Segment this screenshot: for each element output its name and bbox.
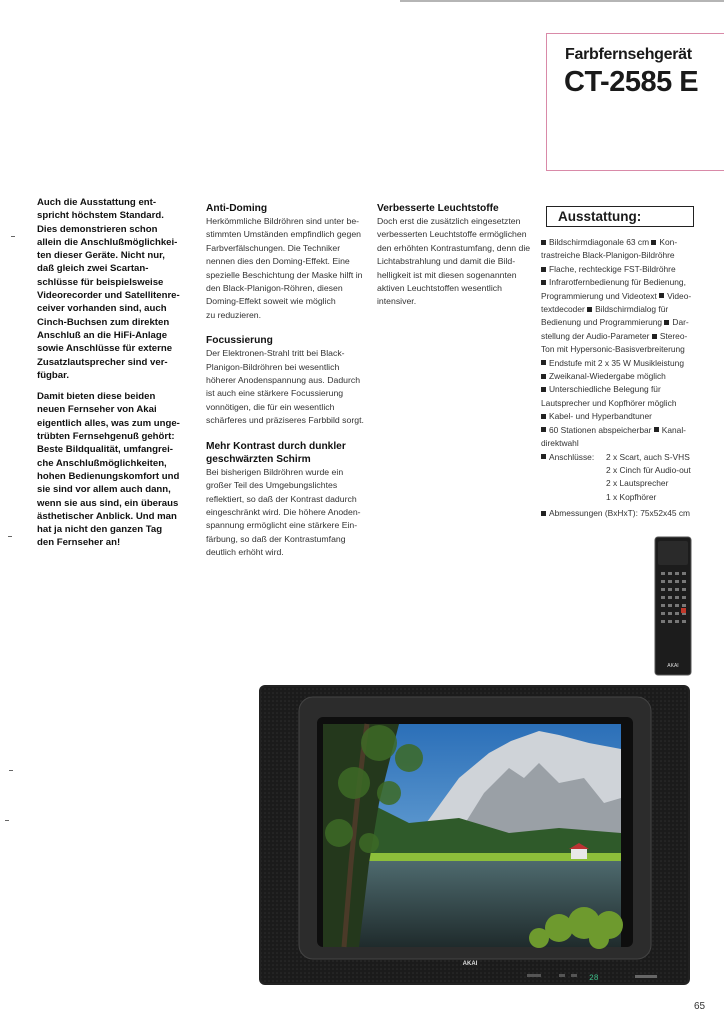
ausstattung-list xyxy=(541,236,691,520)
text-line: verbesserten Leuchtstoffe ermöglichen xyxy=(377,229,527,240)
feature-text: Bedienung und Programmierung xyxy=(541,317,663,328)
feature-text: Bildschirmdialog für xyxy=(595,304,669,315)
page-number: 65 xyxy=(694,1001,706,1012)
bullet-square-icon xyxy=(541,280,546,285)
bullet-square-icon xyxy=(541,387,546,392)
feature-text: trastreiche Black-Planigon-Bildröhre xyxy=(541,250,675,261)
tv-brand-label: AKAI xyxy=(462,961,478,967)
bullet-square-icon xyxy=(587,307,592,312)
section-heading xyxy=(206,440,364,466)
heading-line: Verbesserte Leuchtstoffe xyxy=(377,203,499,214)
text-line: schärferes und präziseres Farbbild sorgt. xyxy=(206,415,364,426)
connection-row xyxy=(541,491,691,504)
text-line: nennen dies den Doming-Effekt. Eine xyxy=(206,256,350,267)
intro-column xyxy=(37,196,180,558)
text-line: den Fernseher an! xyxy=(37,537,121,549)
heading-line: Mehr Kontrast durch dunkler xyxy=(206,440,346,452)
feature-line xyxy=(541,303,691,316)
heading-line: geschwärzten Schirm xyxy=(206,453,311,465)
feature-text: Stereo- xyxy=(659,330,688,341)
text-line: stimmten Umständen empfindlich gegen xyxy=(206,229,362,240)
heading-line: Anti-Doming xyxy=(206,203,268,214)
feature-text: Kanal- xyxy=(661,424,686,435)
feature-line xyxy=(541,437,691,450)
feature-line xyxy=(541,357,691,370)
section-heading xyxy=(206,334,364,347)
feature-text: Dar- xyxy=(672,317,689,328)
text-line: Doming-Effekt soweit wie möglich xyxy=(206,296,336,307)
text-line: Auch die Ausstattung ent- xyxy=(37,197,157,208)
text-line: den erhöhten Kontrastumfang, denn die xyxy=(377,242,531,253)
feature-text: Video- xyxy=(667,290,692,301)
text-line: Zusatzlautsprecher sind ver- xyxy=(37,356,168,368)
text-line: ceiver vorhanden sind, auch xyxy=(37,303,167,315)
text-line: sie sind vor allem auch dann, xyxy=(37,484,171,496)
dimensions-line: Abmessungen (BxHxT): 75x52x45 cm xyxy=(541,507,691,520)
connections-label: Anschlüsse: xyxy=(541,451,594,464)
bullet-square-icon xyxy=(541,454,546,459)
feature-text: Ton mit Hypersonic-Basisverbreiterung xyxy=(541,344,685,355)
feature-text: Kabel- und Hyperbandtuner xyxy=(549,411,652,422)
bullet-square-icon xyxy=(541,360,546,365)
text-line: fügbar. xyxy=(37,369,69,381)
tv-channel-display: 28 xyxy=(589,974,599,983)
connection-value: 2 x Cinch für Audio-out xyxy=(606,464,691,475)
ausstattung-heading: Ausstattung: xyxy=(546,206,694,227)
text-line: Planigon-Bildröhren bei wesentlich xyxy=(206,361,340,372)
feature-line xyxy=(541,383,691,396)
text-line: spannung ermöglicht eine stärkere Ein- xyxy=(206,520,358,531)
feature-text: Zweikanal-Wiedergabe möglich xyxy=(549,371,666,382)
text-line: reflektiert, so daß der Kontrast dadurch xyxy=(206,493,357,504)
feature-line xyxy=(541,330,691,343)
feature-text: Endstufe mit 2 x 35 W Musikleistung xyxy=(549,357,684,368)
text-line: spricht höchstem Standard. xyxy=(37,210,164,222)
section-body xyxy=(206,347,364,427)
title-box xyxy=(546,33,724,171)
section-body xyxy=(377,215,530,309)
feature-text: Lautsprecher und Kopfhörer möglich xyxy=(541,397,677,408)
feature-line xyxy=(541,424,691,437)
feature-line xyxy=(541,290,691,303)
connection-row xyxy=(541,477,691,490)
text-line: wenn sie aus sind, ein überaus xyxy=(37,497,179,509)
bullet-square-icon xyxy=(652,334,657,339)
feature-text: stellung der Audio-Parameter xyxy=(541,330,650,341)
text-line: Damit bieten diese beiden xyxy=(37,391,156,403)
text-line: trübten Fernsehgenuß gehört: xyxy=(37,431,175,443)
bullet-square-icon xyxy=(659,293,664,298)
text-line: hohen Bedienungskomfort und xyxy=(37,470,180,482)
bullet-square-icon xyxy=(541,374,546,379)
text-line: schlüsse für beispielsweise xyxy=(37,276,164,288)
bullet-square-icon xyxy=(541,427,546,432)
text-line: hat ja nicht den ganzen Tag xyxy=(37,524,163,536)
text-line: Herkömmliche Bildröhren sind unter be- xyxy=(206,216,360,226)
text-line: daß gleich zwei Scartan- xyxy=(37,263,149,275)
feature-text: Flache, rechteckige FST-Bildröhre xyxy=(549,263,676,274)
text-line: Bei bisherigen Bildröhren wurde ein xyxy=(206,466,344,477)
remote-control-image xyxy=(654,536,692,676)
text-column-2 xyxy=(206,202,364,572)
bullet-square-icon xyxy=(654,427,659,432)
connection-value: 1 x Kopfhörer xyxy=(606,491,657,502)
bullet-square-icon xyxy=(651,240,656,245)
bullet-square-icon xyxy=(541,267,546,272)
text-line: großer Teil des Umgebungslichtes xyxy=(206,480,338,491)
section-body xyxy=(206,466,364,560)
text-line: sowie Anschlüsse für externe xyxy=(37,343,173,355)
connection-row xyxy=(541,464,691,477)
text-line: Beste Bildqualität, umfangrei- xyxy=(37,444,173,456)
feature-line xyxy=(541,370,691,383)
bullet-square-icon xyxy=(664,320,669,325)
text-line: helligkeit ist mit diesen sogenannten xyxy=(377,269,517,280)
text-column-3 xyxy=(377,202,530,321)
section-heading xyxy=(206,202,364,215)
heading-line: Focussierung xyxy=(206,335,273,347)
text-line: eigentlich alles, was zum unge- xyxy=(37,417,180,429)
text-line: allein die Anschlußmöglichkei- xyxy=(37,236,178,248)
text-line: Farbverfälschungen. Die Techniker xyxy=(206,242,341,253)
text-line: Lichtabstrahlung und damit die Bild- xyxy=(377,256,516,267)
feature-line xyxy=(541,249,691,262)
television-image xyxy=(259,683,690,986)
text-line: spezielle Beschichtung der Maske hilft in xyxy=(206,269,363,280)
remote-brand-label: AKAI xyxy=(667,663,679,669)
text-line: aktiven Leuchtstoffen wesentlich xyxy=(377,283,502,294)
feature-text: Unterschiedliche Belegung für xyxy=(549,384,661,395)
text-line: eingeschränkt wird. Die höhere Anoden- xyxy=(206,506,361,517)
text-line: che Anschlußmöglichkeiten, xyxy=(37,457,167,469)
text-line: ten dieser Geräte. Nicht nur, xyxy=(37,250,165,262)
top-rule xyxy=(400,0,724,2)
text-line: vonnötigen, die für ein wesentlich xyxy=(206,401,335,412)
connection-value: 2 x Scart, auch S-VHS xyxy=(606,451,690,462)
model-title: CT-2585 E xyxy=(564,66,699,98)
feature-line xyxy=(541,410,691,423)
bullet-square-icon xyxy=(541,511,546,516)
feature-text: Programmierung und Videotext xyxy=(541,290,657,301)
text-line: Videorecorder und Satellitenre- xyxy=(37,290,180,302)
feature-text: Bildschirmdiagonale 63 cm xyxy=(549,237,650,247)
section-heading xyxy=(377,202,530,215)
text-line: Cinch-Buchsen zum direkten xyxy=(37,316,170,328)
section-body xyxy=(206,215,364,322)
text-line: zu reduzieren. xyxy=(206,309,262,320)
connection-value: 2 x Lautsprecher xyxy=(606,478,669,489)
text-line: höherer Anodenspannung aus. Dadurch xyxy=(206,375,361,386)
intro-paragraph-1 xyxy=(37,196,180,382)
feature-line xyxy=(541,316,691,329)
bullet-square-icon xyxy=(541,240,546,245)
feature-text: Kon- xyxy=(659,237,678,247)
text-line: ist auch eine stärkere Focussierung xyxy=(206,388,344,399)
text-line: deutlich erhöht wird. xyxy=(206,547,284,558)
feature-text: textdecoder xyxy=(541,304,585,315)
feature-line xyxy=(541,397,691,410)
text-line: neuen Fernseher von Akai xyxy=(37,404,157,416)
text-line: Dies demonstrieren schon xyxy=(37,223,158,235)
product-category: Farbfernsehgerät xyxy=(565,46,692,63)
bullet-square-icon xyxy=(541,414,546,419)
text-line: den Black-Planigon-Röhren, diesen xyxy=(206,283,343,294)
feature-line xyxy=(541,263,691,276)
text-line: ästhetischer Anblick. Und man xyxy=(37,510,177,522)
feature-text: Infrarotfernbedienung für Bedienung, xyxy=(549,277,686,288)
connection-row xyxy=(541,451,691,464)
text-line: Anschluß an die HiFi-Anlage xyxy=(37,329,168,341)
feature-text: 60 Stationen abspeicherbar xyxy=(549,424,652,435)
text-line: Doch erst die zusätzlich eingesetzten xyxy=(377,216,521,226)
intro-paragraph-2 xyxy=(37,390,180,550)
text-line: intensiver. xyxy=(377,296,417,307)
text-line: Der Elektronen-Strahl tritt bei Black- xyxy=(206,348,345,359)
feature-line xyxy=(541,343,691,356)
feature-line xyxy=(541,236,691,249)
feature-text: direktwahl xyxy=(541,438,579,449)
text-line: färbung, so daß der Kontrastumfang xyxy=(206,533,346,544)
feature-line xyxy=(541,276,691,289)
